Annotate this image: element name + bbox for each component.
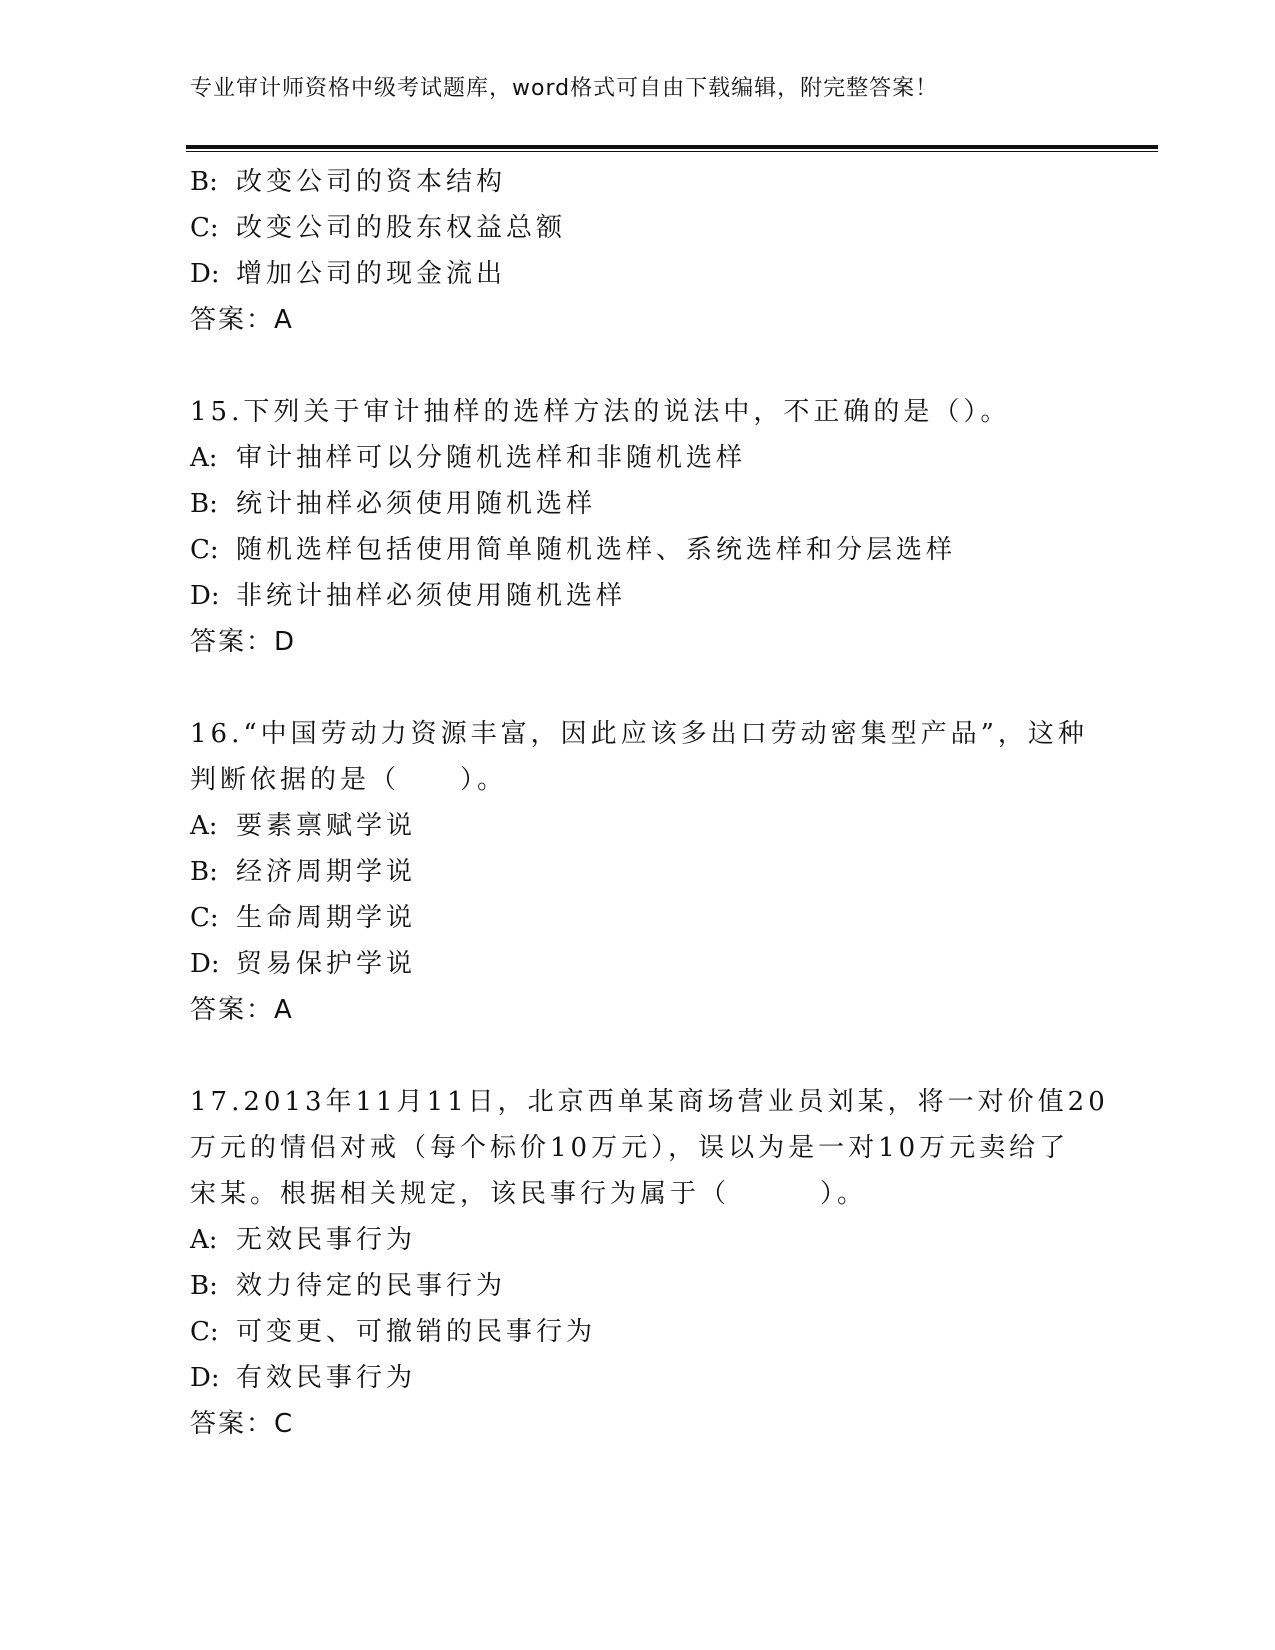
question-stem: 万元的情侣对戒（每个标价10万元），误以为是一对10万元卖给了 xyxy=(190,1133,1070,1163)
option-d: D: 非统计抽样必须使用随机选样 xyxy=(190,581,627,611)
question-15 xyxy=(190,389,1090,665)
question-content xyxy=(190,159,1109,1447)
option-d: D: 有效民事行为 xyxy=(190,1363,417,1393)
option-d: D: 贸易保护学说 xyxy=(190,949,417,979)
page-header: 专业审计师资格中级考试题库，word格式可自由下载编辑，附完整答案！ xyxy=(190,76,939,101)
option-c: C: 可变更、可撤销的民事行为 xyxy=(190,1317,597,1347)
option-b: B: 统计抽样必须使用随机选样 xyxy=(190,489,597,519)
question-stem: 宋某。根据相关规定，该民事行为属于（ ）。 xyxy=(190,1179,868,1209)
answer-line: 答案：C xyxy=(190,1409,293,1439)
answer-line: 答案：A xyxy=(190,995,292,1025)
option-b: B: 效力待定的民事行为 xyxy=(190,1271,507,1301)
question-16 xyxy=(190,711,1090,1033)
question-stem: 判断依据的是（ ）。 xyxy=(190,765,508,795)
header-rule-thin xyxy=(186,151,1158,152)
option-a: A: 审计抽样可以分随机选样和非随机选样 xyxy=(190,443,747,473)
option-b: B: 改变公司的资本结构 xyxy=(190,167,507,197)
option-a: A: 无效民事行为 xyxy=(190,1225,417,1255)
question-stem: 15.下列关于审计抽样的选样方法的说法中，不正确的是（）。 xyxy=(190,397,1011,427)
question-stem: 16.“中国劳动力资源丰富，因此应该多出口劳动密集型产品”，这种 xyxy=(190,719,1088,749)
answer-line: 答案：D xyxy=(190,627,295,657)
option-a: A: 要素禀赋学说 xyxy=(190,811,417,841)
question-17 xyxy=(190,1079,1109,1447)
answer-line: 答案：A xyxy=(190,305,292,335)
option-c: C: 改变公司的股东权益总额 xyxy=(190,213,567,243)
option-c: C: 生命周期学说 xyxy=(190,903,417,933)
question-stem: 17.2013年11月11日，北京西单某商场营业员刘某，将一对价值20 xyxy=(190,1087,1109,1117)
option-c: C: 随机选样包括使用简单随机选样、系统选样和分层选样 xyxy=(190,535,957,565)
option-b: B: 经济周期学说 xyxy=(190,857,417,887)
option-d: D: 增加公司的现金流出 xyxy=(190,259,507,289)
header-rule xyxy=(186,145,1158,149)
prev-question xyxy=(190,159,1090,343)
